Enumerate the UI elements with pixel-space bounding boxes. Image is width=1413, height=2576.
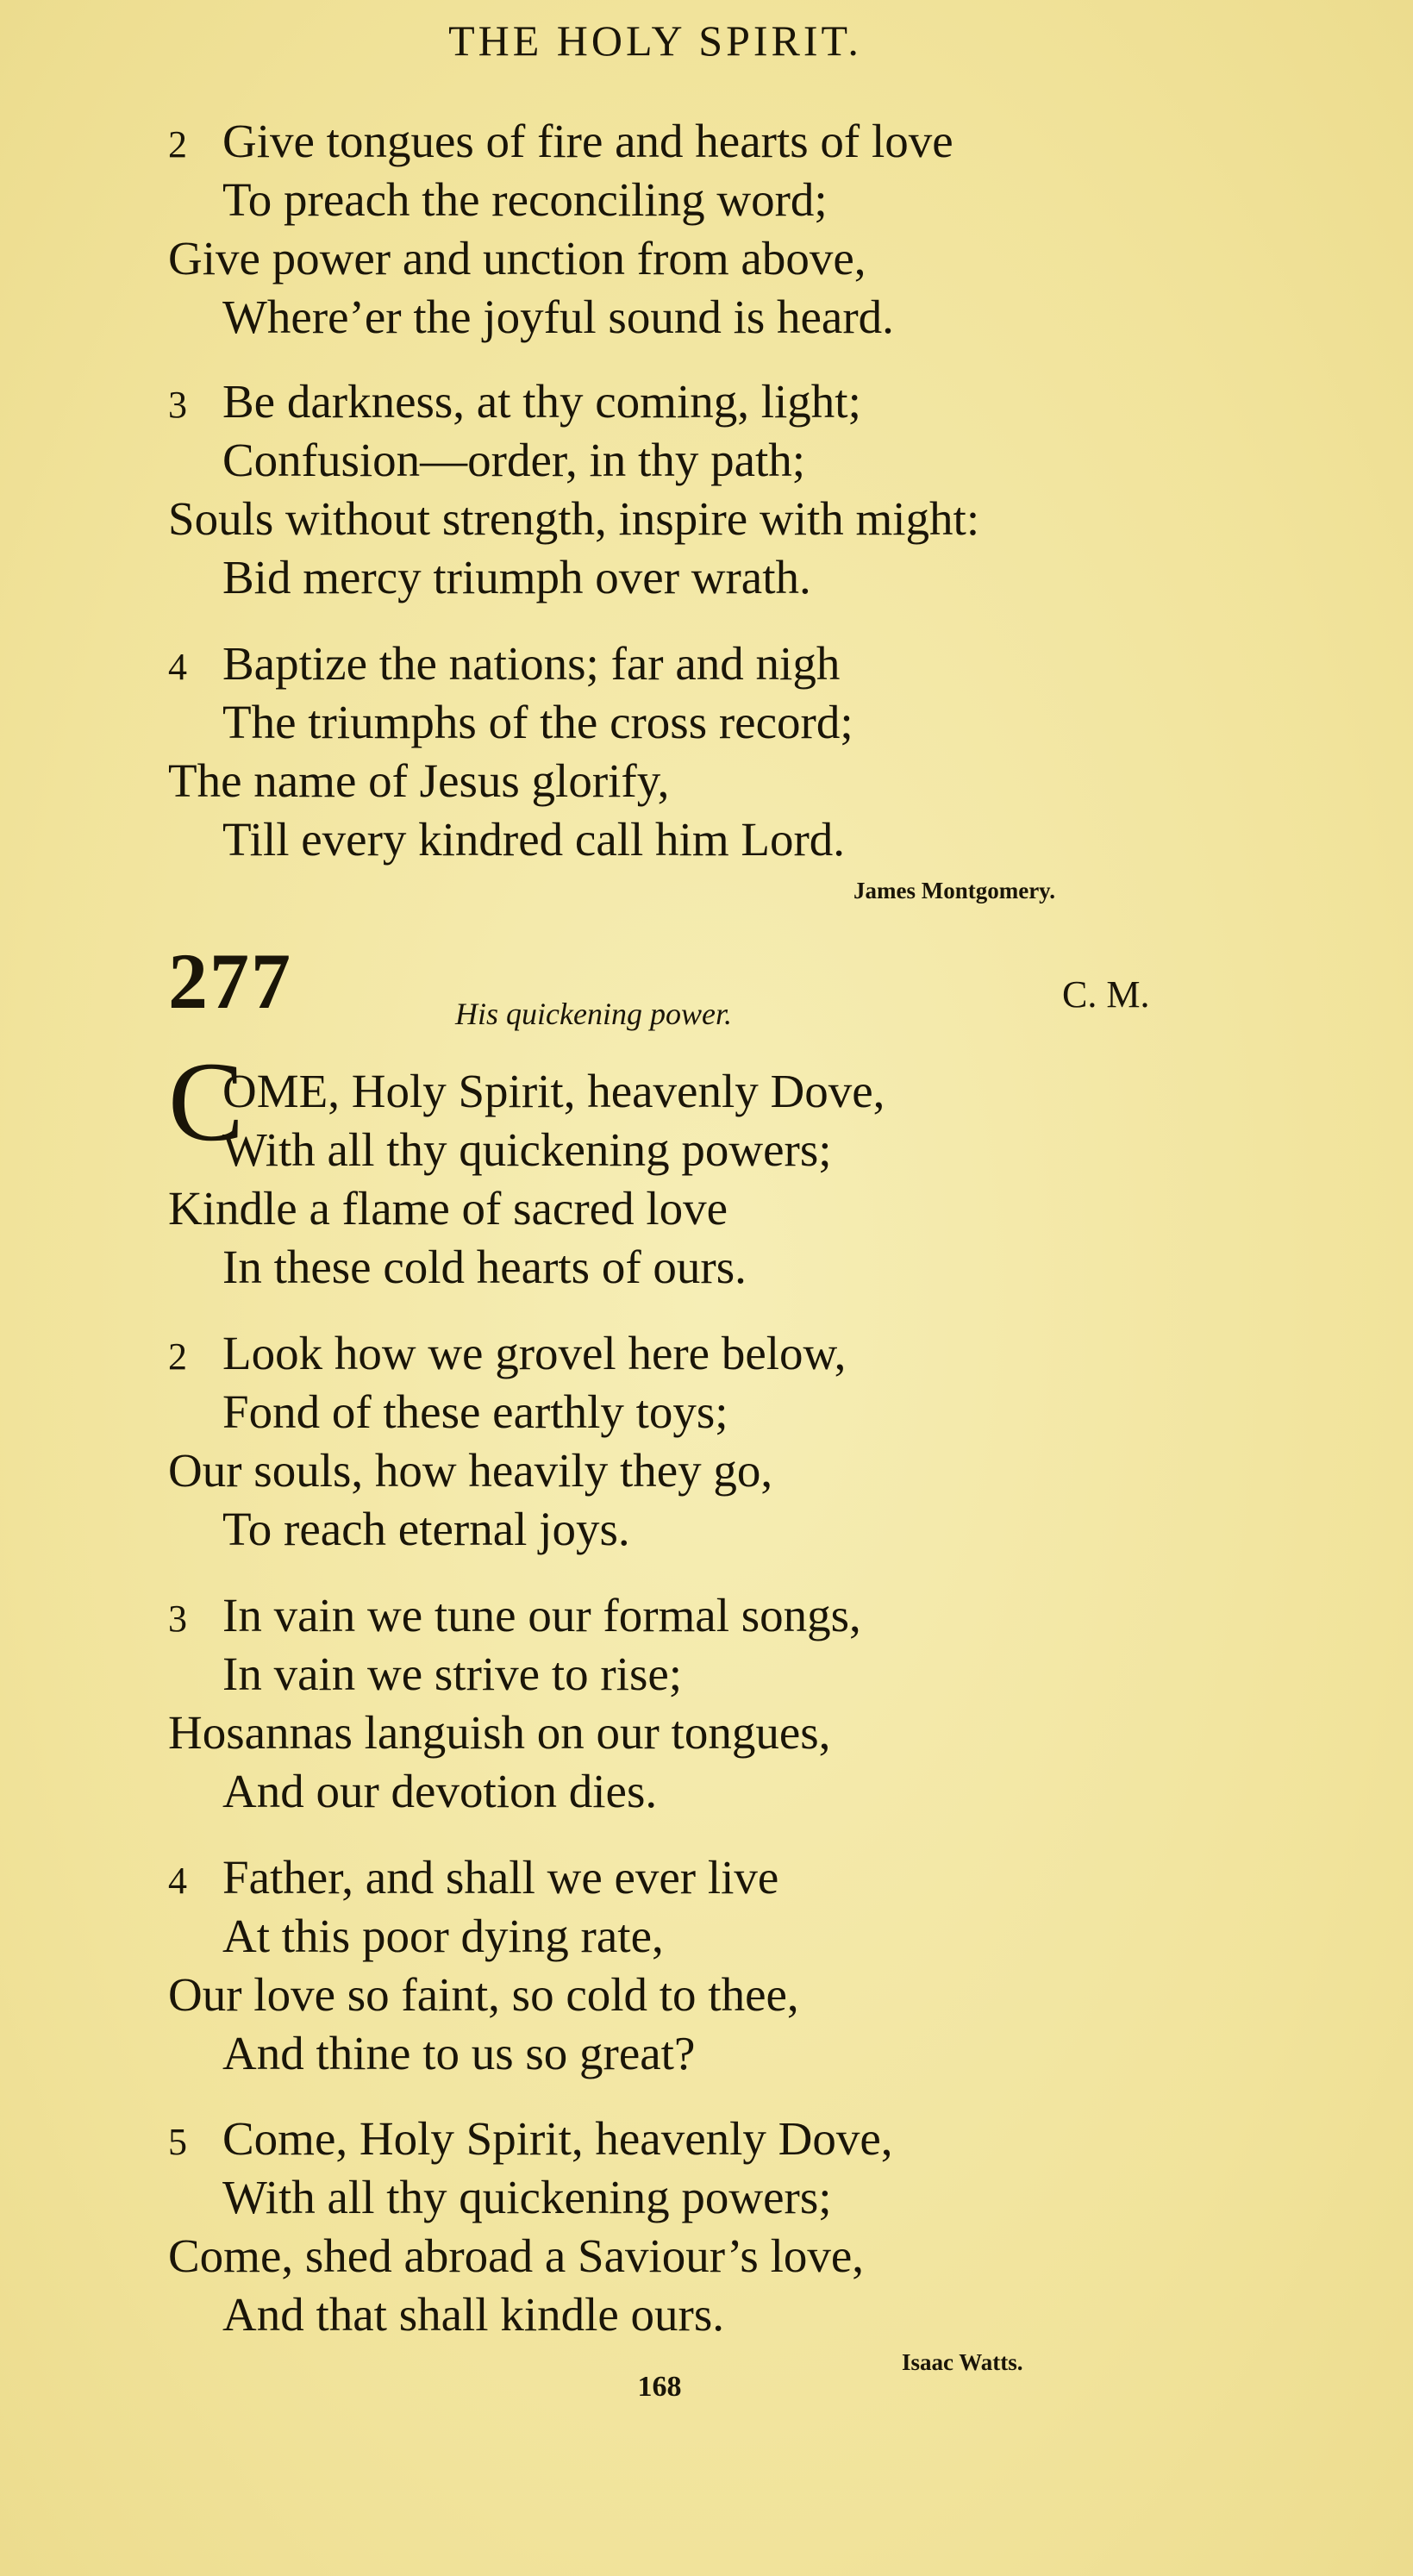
stanza-line: Come, shed abroad a Saviour’s love, (168, 2229, 865, 2282)
stanza-line: With all thy quickening powers; (222, 1123, 832, 1176)
stanza-3-prev (168, 372, 979, 607)
stanza-line: Give tongues of fire and hearts of love (222, 115, 953, 167)
stanza-line: Confusion—order, in thy path; (222, 434, 806, 486)
stanza-4 (168, 1848, 799, 2083)
stanza-line: Hosannas languish on our tongues, (168, 1706, 831, 1759)
stanza-number: 2 (168, 1335, 187, 1378)
stanza-line: At this poor dying rate, (222, 1910, 664, 1962)
stanza-line: With all thy quickening powers; (222, 2171, 832, 2223)
stanza-number: 3 (168, 1597, 187, 1640)
stanza-line: Our souls, how heavily they go, (168, 1444, 773, 1497)
stanza-number: 4 (168, 1860, 187, 1902)
stanza-line: Baptize the nations; far and nigh (222, 637, 841, 690)
stanza-2 (168, 1324, 846, 1559)
stanza-line: Kindle a flame of sacred love (168, 1182, 728, 1235)
stanza-line: Be darkness, at thy coming, light; (222, 375, 861, 428)
stanza-line: In vain we strive to rise; (222, 1648, 683, 1700)
stanza-line: Souls without strength, inspire with might: (168, 492, 980, 545)
stanza-line: In vain we tune our formal songs, (222, 1589, 861, 1641)
stanza-line: OME, Holy Spirit, heavenly Dove, (222, 1065, 885, 1117)
stanza-number: 3 (168, 384, 187, 426)
drop-cap: C (168, 1038, 245, 1165)
stanza-line: The triumphs of the cross record; (222, 696, 853, 748)
hymn-meter: C. M. (1062, 973, 1150, 1016)
author-attribution: James Montgomery. (853, 878, 1055, 903)
stanza-number: 4 (168, 646, 187, 688)
stanza-line: And thine to us so great? (222, 2027, 696, 2079)
stanza-line: And that shall kindle ours. (222, 2288, 725, 2341)
stanza-line: Give power and unction from above, (168, 232, 866, 284)
stanza-line: In these cold hearts of ours. (222, 1241, 747, 1293)
stanza-2-prev (168, 112, 953, 347)
stanza-line: Where’er the joyful sound is heard. (222, 291, 894, 343)
stanza-1 (168, 1038, 885, 1297)
page-number: 168 (637, 2371, 682, 2403)
stanza-4-prev (168, 635, 853, 869)
stanza-line: Look how we grovel here below, (222, 1327, 847, 1379)
stanza-line: Fond of these earthly toys; (222, 1385, 728, 1438)
running-header: THE HOLY SPIRIT. (448, 16, 862, 65)
stanza-line: And our devotion dies. (222, 1765, 658, 1817)
stanza-line: Till every kindred call him Lord. (222, 813, 846, 866)
stanza-line: To preach the reconciling word; (222, 173, 828, 226)
stanza-3 (168, 1586, 861, 1821)
stanza-line: Come, Holy Spirit, heavenly Dove, (222, 2112, 893, 2165)
stanza-line: Our love so faint, so cold to thee, (168, 1968, 799, 2021)
stanza-line: To reach eternal joys. (222, 1503, 630, 1555)
stanza-line: Bid mercy triumph over wrath. (222, 551, 811, 603)
hymn-title: His quickening power. (455, 997, 732, 1031)
hymn-number: 277 (168, 937, 292, 1025)
stanza-number: 2 (168, 123, 187, 166)
author-attribution: Isaac Watts. (902, 2349, 1023, 2375)
stanza-line: The name of Jesus glorify, (168, 754, 670, 807)
stanza-line: Father, and shall we ever live (222, 1851, 779, 1904)
stanza-number: 5 (168, 2121, 187, 2163)
stanza-5 (168, 2110, 893, 2344)
